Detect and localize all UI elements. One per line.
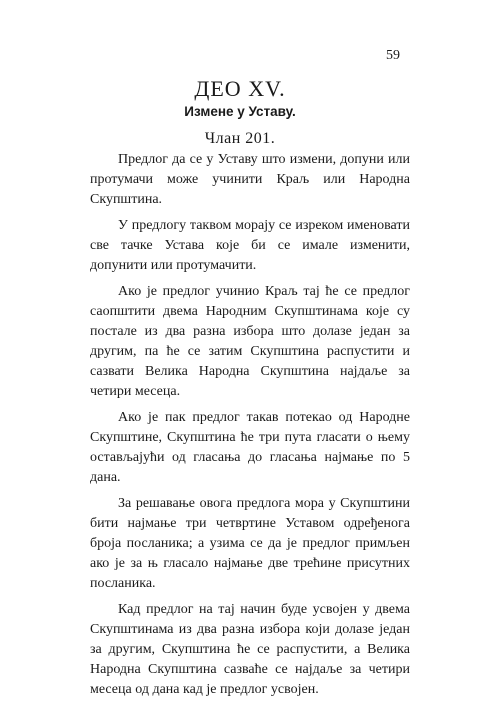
paragraph-3: Ако је предлог учинио Краљ тај ће се предлог саопштити двема Народним Скупштинама које су постале из два разна избора што долазе један за другим, па ће се затим Скупштина распустити и сазвати Велика Народна Скупштина најдаље за четири месеца. [90, 284, 410, 399]
paragraph-5: За решавање овога предлога мора у Скупштини бити најмање три четвртине Уставом одређенога броја посланика; а узима се да је предлог примљен ако је за њ гласало најмање две трећине присутних посланика. [90, 496, 410, 591]
article-title: Члан 201. [204, 130, 276, 147]
paragraph-2: У предлогу таквом морају се изреком именовати све тачке Устава које би се имале изменити, допунити или протумачити. [90, 218, 410, 273]
paragraph-1: Предлог да се у Уставу што измени, допуни или протумачи може учинити Краљ или Народна Скупштина. [90, 152, 410, 207]
paragraph-4: Ако је пак предлог такав потекао од Народне Скупштине, Скупштина ће три пута гласати о њему остављајући од гласања до гласања најмање по 5 дана. [90, 410, 410, 485]
part-title: ДЕО XV. [194, 76, 286, 101]
article-body [90, 150, 410, 706]
part-subtitle: Измене у Уставу. [184, 104, 296, 119]
page-number: 59 [386, 48, 400, 63]
paragraph-6: Кад предлог на тај начин буде усвојен у двема Скупштинама из два разна избора који долазе један за другим, Скупштина ће се распустити, а Велика Народна Скупштина сазваће се најдаље за четири месеца од дана кад је предлог усвојен. [90, 602, 410, 697]
